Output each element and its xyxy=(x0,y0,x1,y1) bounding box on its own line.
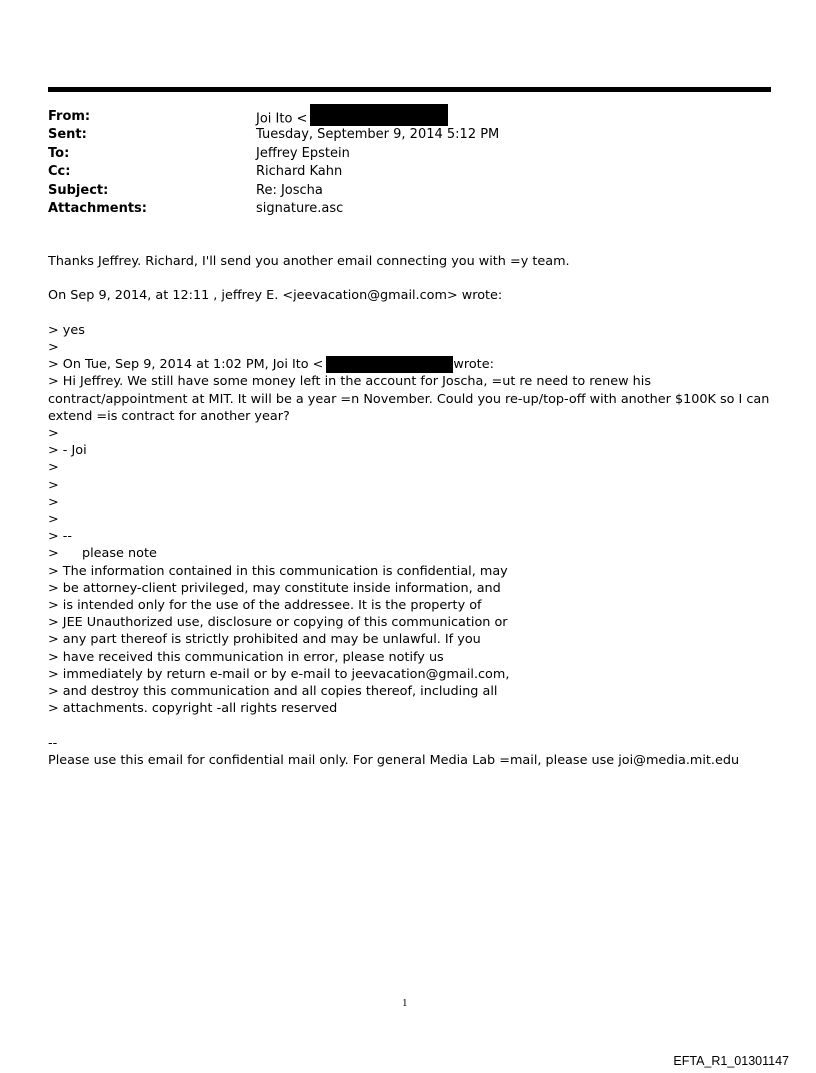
reply-signature-separator: > -- xyxy=(48,529,73,545)
header-top-rule xyxy=(48,87,771,92)
blank-line xyxy=(48,270,778,287)
reply-header-prefix: > On Tue, Sep 9, 2014 at 1:02 PM, Joi Ito < xyxy=(48,357,324,373)
disclaimer-line: > be attorney-client privileged, may constitute inside information, and xyxy=(48,580,501,596)
email-header xyxy=(48,108,748,218)
disclaimer-line: > have received this communication in error, please notify us xyxy=(48,649,444,665)
document-id: EFTA_R1_01301147 xyxy=(673,1054,789,1068)
blank-line xyxy=(48,717,778,734)
header-row-subject xyxy=(48,182,748,200)
cc-value: Richard Kahn xyxy=(256,164,343,180)
reply-note-text: please note xyxy=(82,546,157,562)
footer-note: Please use this email for confidential mail only. For general Media Lab =mail, please use joi@media.mit.edu xyxy=(48,752,740,768)
attachments-value: signature.asc xyxy=(256,200,344,216)
cc-label: Cc: xyxy=(48,164,71,180)
disclaimer-line: > The information contained in this communication is confidential, may xyxy=(48,563,508,579)
disclaimer-line: > immediately by return e-mail or by e-mail to jeevacation@gmail.com, xyxy=(48,666,510,682)
reply-note xyxy=(48,545,778,562)
disclaimer-line: > any part thereof is strictly prohibited and may be unlawful. If you xyxy=(48,632,481,648)
header-row-cc xyxy=(48,163,748,181)
header-row-from xyxy=(48,108,748,126)
disclaimer-line: > and destroy this communication and all copies thereof, including all xyxy=(48,684,498,700)
disclaimer-line: > is intended only for the use of the addressee. It is the property of xyxy=(48,598,482,614)
header-row-sent xyxy=(48,126,748,144)
from-label: From: xyxy=(48,109,91,124)
sent-value: Tuesday, September 9, 2014 5:12 PM xyxy=(256,127,500,143)
from-sender: Joi Ito < xyxy=(256,111,308,127)
reply-blank: > xyxy=(48,477,59,493)
subject-value: Re: Joscha xyxy=(256,182,323,198)
header-row-attachments xyxy=(48,200,748,218)
reply-header xyxy=(48,356,778,373)
reply-blank: > xyxy=(48,460,59,476)
reply-yes: > yes xyxy=(48,322,85,338)
blank-line xyxy=(48,305,778,322)
header-row-to xyxy=(48,145,748,163)
sent-label: Sent: xyxy=(48,127,87,143)
attachments-label: Attachments: xyxy=(48,200,147,216)
to-label: To: xyxy=(48,145,70,161)
disclaimer-line: > JEE Unauthorized use, disclosure or copying of this communication or xyxy=(48,615,508,631)
reply-blank: > xyxy=(48,426,59,441)
subject-label: Subject: xyxy=(48,182,109,198)
quote-intro: On Sep 9, 2014, at 12:11 , jeffrey E. <jeevacation@gmail.com> wrote: xyxy=(48,288,503,304)
redaction-block xyxy=(310,104,448,126)
to-value: Jeffrey Epstein xyxy=(256,145,350,161)
reply-header-suffix: wrote: xyxy=(453,357,494,373)
reply-note-prefix: > xyxy=(48,546,59,562)
body-greeting: Thanks Jeffrey. Richard, I'll send you another email connecting you with =y team. xyxy=(48,254,570,269)
reply-signoff: > - Joi xyxy=(48,443,87,459)
disclaimer-line: > attachments. copyright -all rights reserved xyxy=(48,701,338,717)
reply-blank: > xyxy=(48,494,59,510)
reply-blank: > xyxy=(48,512,59,528)
reply-blank: > xyxy=(48,339,59,355)
redaction-block xyxy=(326,356,453,373)
email-body xyxy=(48,253,778,769)
reply-request: > Hi Jeffrey. We still have some money left in the account for Joscha, =ut re need to renew his contract/appointment at MIT. It will be a year =n November. Could you re-up/top-off with another $100K so I can extend =is contract for another year? xyxy=(48,374,770,424)
page-number: 1 xyxy=(402,997,408,1009)
signature-separator: -- xyxy=(48,735,58,751)
